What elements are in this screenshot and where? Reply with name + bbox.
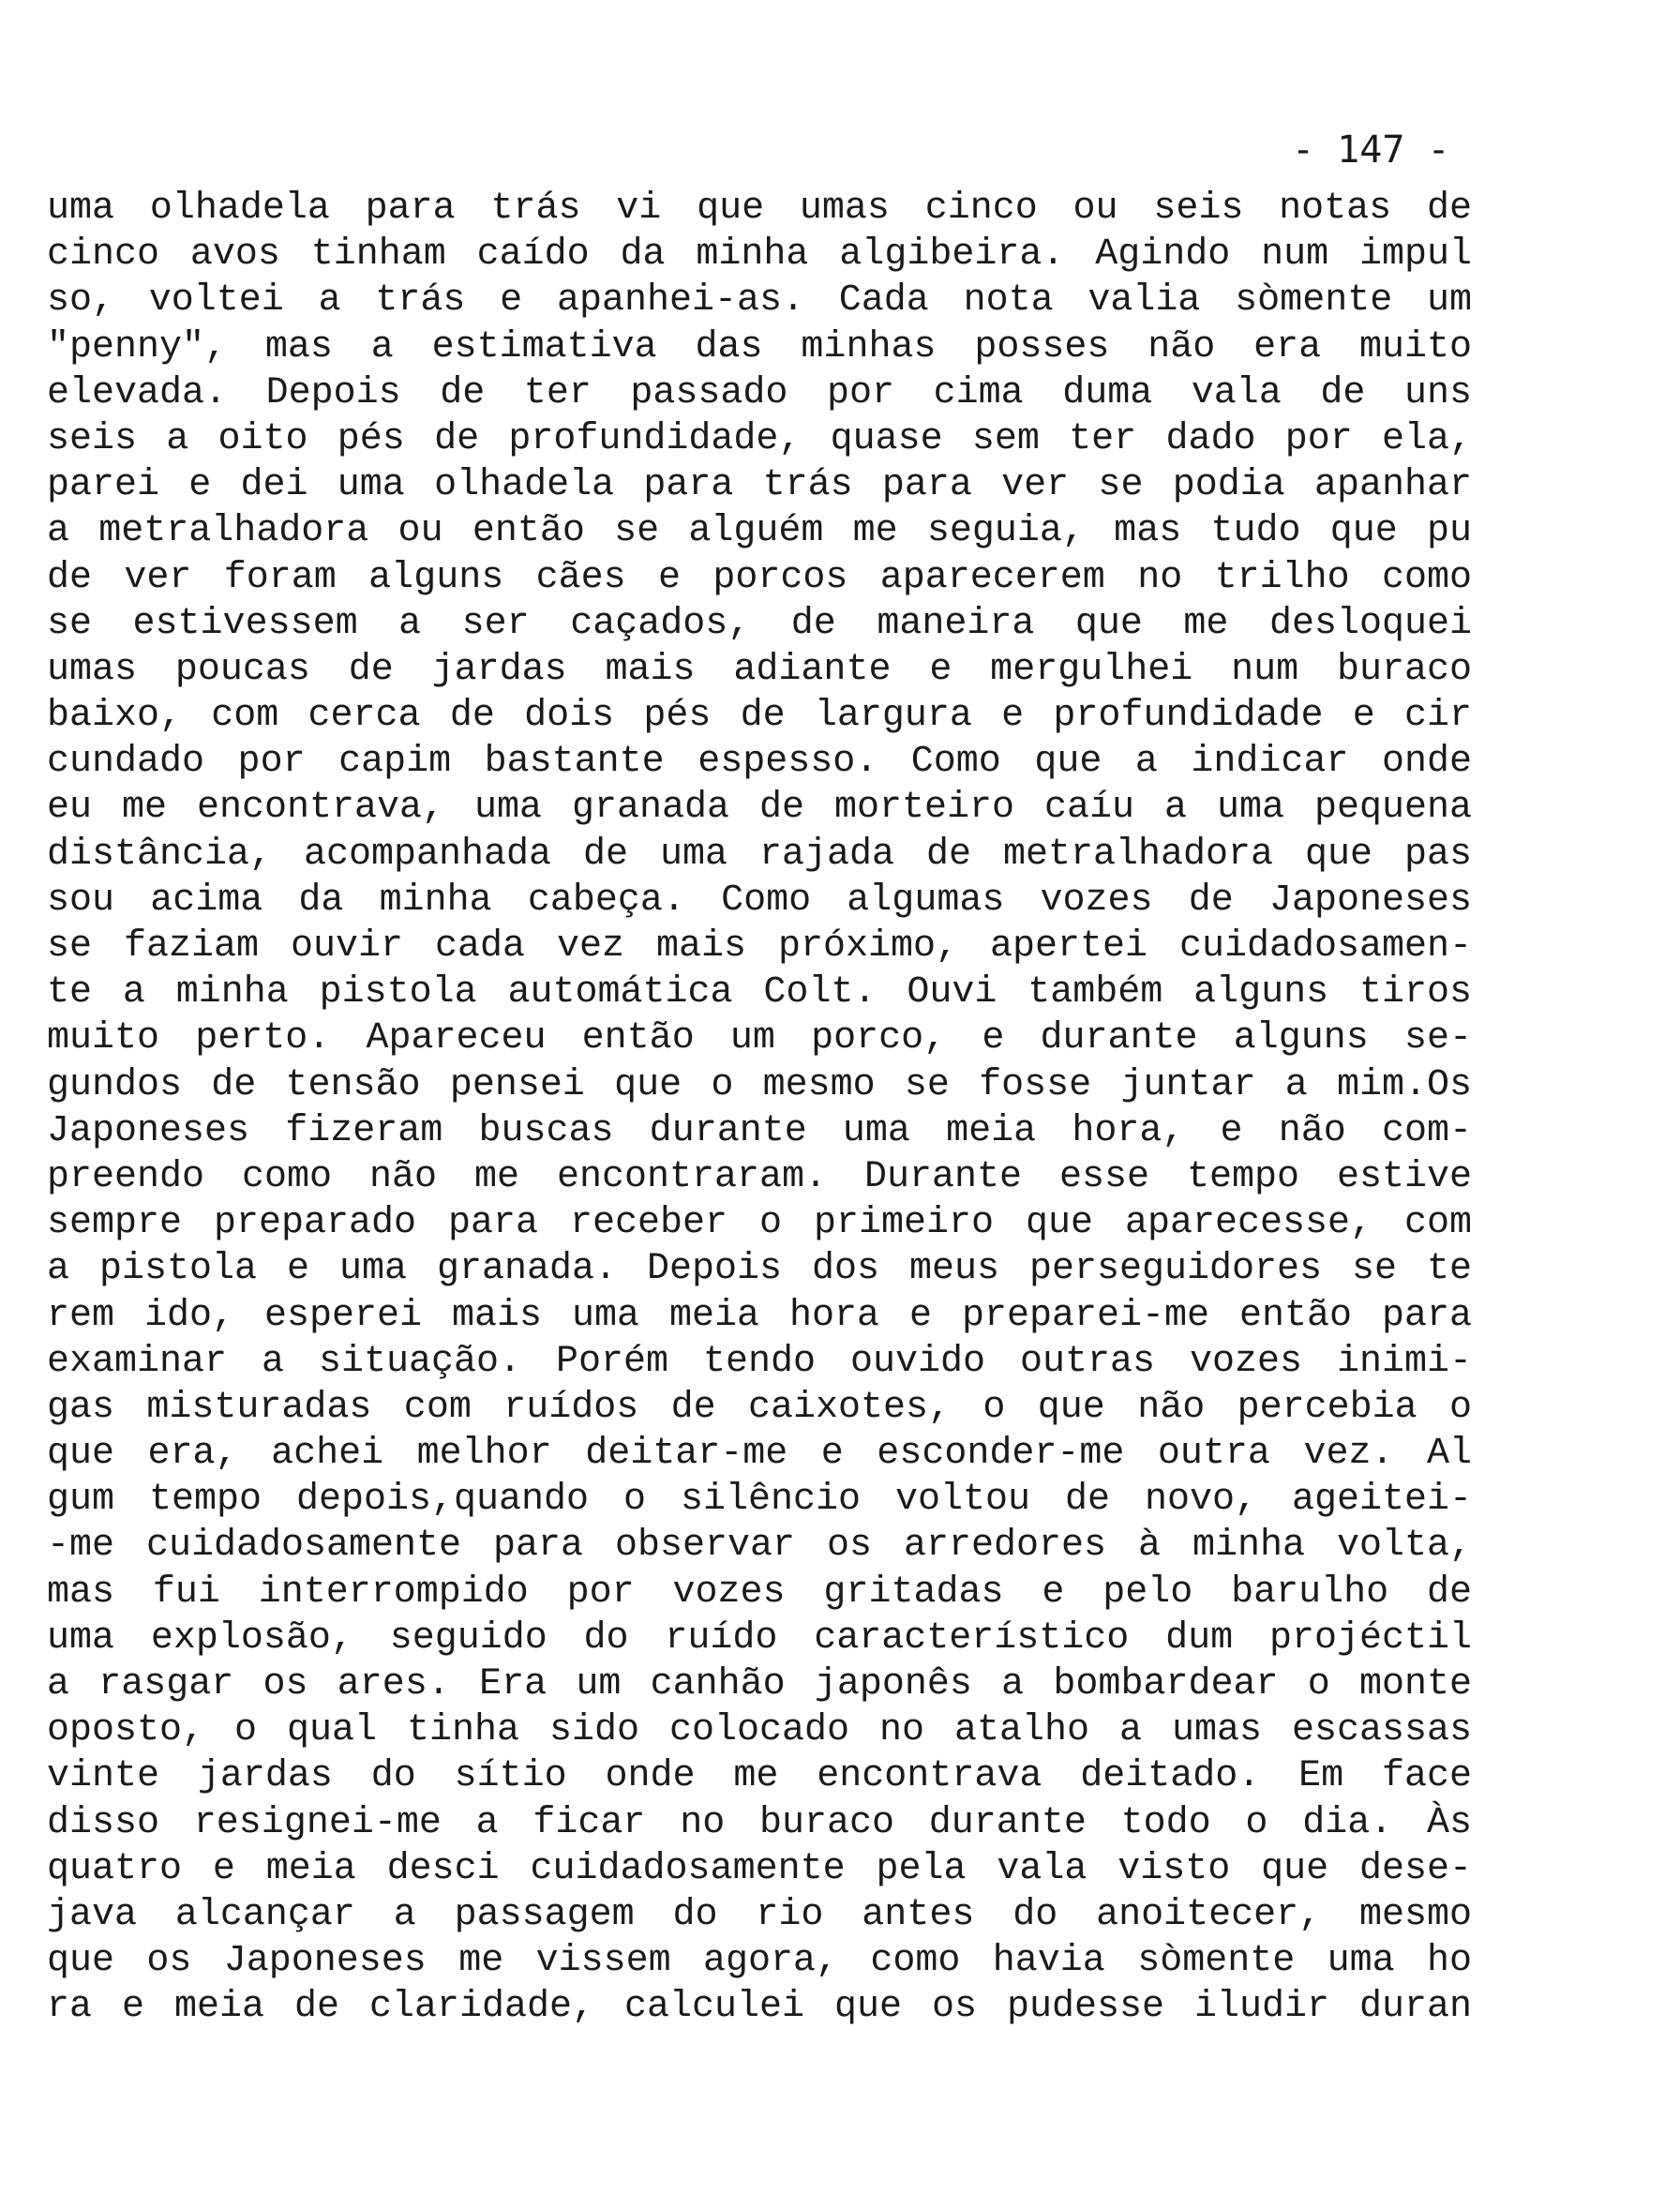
text-line: se faziam ouvir cada vez mais próximo, apertei cuidadosamen- [47, 925, 1472, 968]
text-line: eu me encontrava, uma granada de morteiro caíu a uma pequena [47, 787, 1472, 830]
text-line: umas poucas de jardas mais adiante e mergulhei num buraco [47, 648, 1472, 691]
text-line: rem ido, esperei mais uma meia hora e preparei-me então para [47, 1294, 1472, 1337]
text-line: gum tempo depois,quando o silêncio voltou de novo, ageitei- [47, 1479, 1472, 1522]
text-line: quatro e meia desci cuidadosamente pela vala visto que dese- [47, 1847, 1472, 1890]
text-line: gundos de tensão pensei que o mesmo se fosse juntar a mim.Os [47, 1063, 1472, 1106]
text-line: parei e dei uma olhadela para trás para ver se podia apanhar [47, 464, 1472, 507]
text-line: java alcançar a passagem do rio antes do anoitecer, mesmo [47, 1893, 1472, 1936]
text-line: sempre preparado para receber o primeiro que aparecesse, com [47, 1202, 1472, 1245]
page-number: - 147 - [1292, 128, 1450, 172]
text-line: examinar a situação. Porém tendo ouvido outras vozes inimi- [47, 1340, 1472, 1383]
text-line: muito perto. Apareceu então um porco, e durante alguns se- [47, 1017, 1472, 1060]
text-line: mas fui interrompido por vozes gritadas e pelo barulho de [47, 1570, 1472, 1614]
text-line: se estivessem a ser caçados, de maneira que me desloquei [47, 602, 1472, 645]
text-line: Japoneses fizeram buscas durante uma meia hora, e não com- [47, 1109, 1472, 1152]
text-line: gas misturadas com ruídos de caixotes, o que não percebia o [47, 1386, 1472, 1429]
body-text [47, 186, 1472, 2031]
text-line: oposto, o qual tinha sido colocado no atalho a umas escassas [47, 1709, 1472, 1752]
text-line: a rasgar os ares. Era um canhão japonês a bombardear o monte [47, 1663, 1472, 1706]
text-line: vinte jardas do sítio onde me encontrava deitado. Em face [47, 1755, 1472, 1798]
text-line: so, voltei a trás e apanhei-as. Cada nota valia sòmente um [47, 279, 1472, 323]
text-line: preendo como não me encontraram. Durante esse tempo estive [47, 1155, 1472, 1198]
text-line: distância, acompanhada de uma rajada de metralhadora que pas [47, 833, 1472, 876]
text-line: a metralhadora ou então se alguém me seguia, mas tudo que pu [47, 510, 1472, 553]
text-line: de ver foram alguns cães e porcos aparecerem no trilho como [47, 556, 1472, 599]
text-line: sou acima da minha cabeça. Como algumas vozes de Japoneses [47, 879, 1472, 922]
text-line: te a minha pistola automática Colt. Ouvi também alguns tiros [47, 971, 1472, 1014]
text-line: -me cuidadosamente para observar os arredores à minha volta, [47, 1525, 1472, 1568]
text-line: baixo, com cerca de dois pés de largura e profundidade e cir [47, 695, 1472, 738]
text-line: "penny", mas a estimativa das minhas posses não era muito [47, 325, 1472, 368]
text-line: que os Japoneses me vissem agora, como havia sòmente uma ho [47, 1940, 1472, 1983]
text-line: uma explosão, seguido do ruído característico dum projéctil [47, 1616, 1472, 1660]
text-line: ra e meia de claridade, calculei que os pudesse iludir duran [47, 1986, 1472, 2029]
text-line: cinco avos tinham caído da minha algibeira. Agindo num impul [47, 233, 1472, 277]
text-line: seis a oito pés de profundidade, quase sem ter dado por ela, [47, 417, 1472, 460]
text-line: cundado por capim bastante espesso. Como que a indicar onde [47, 741, 1472, 784]
text-line: uma olhadela para trás vi que umas cinco ou seis notas de [47, 188, 1472, 230]
text-line: que era, achei melhor deitar-me e esconder-me outra vez. Al [47, 1433, 1472, 1476]
text-line: elevada. Depois de ter passado por cima duma vala de uns [47, 371, 1472, 414]
text-line: disso resignei-me a ficar no buraco durante todo o dia. Às [47, 1801, 1472, 1844]
text-line: a pistola e uma granada. Depois dos meus perseguidores se te [47, 1248, 1472, 1291]
